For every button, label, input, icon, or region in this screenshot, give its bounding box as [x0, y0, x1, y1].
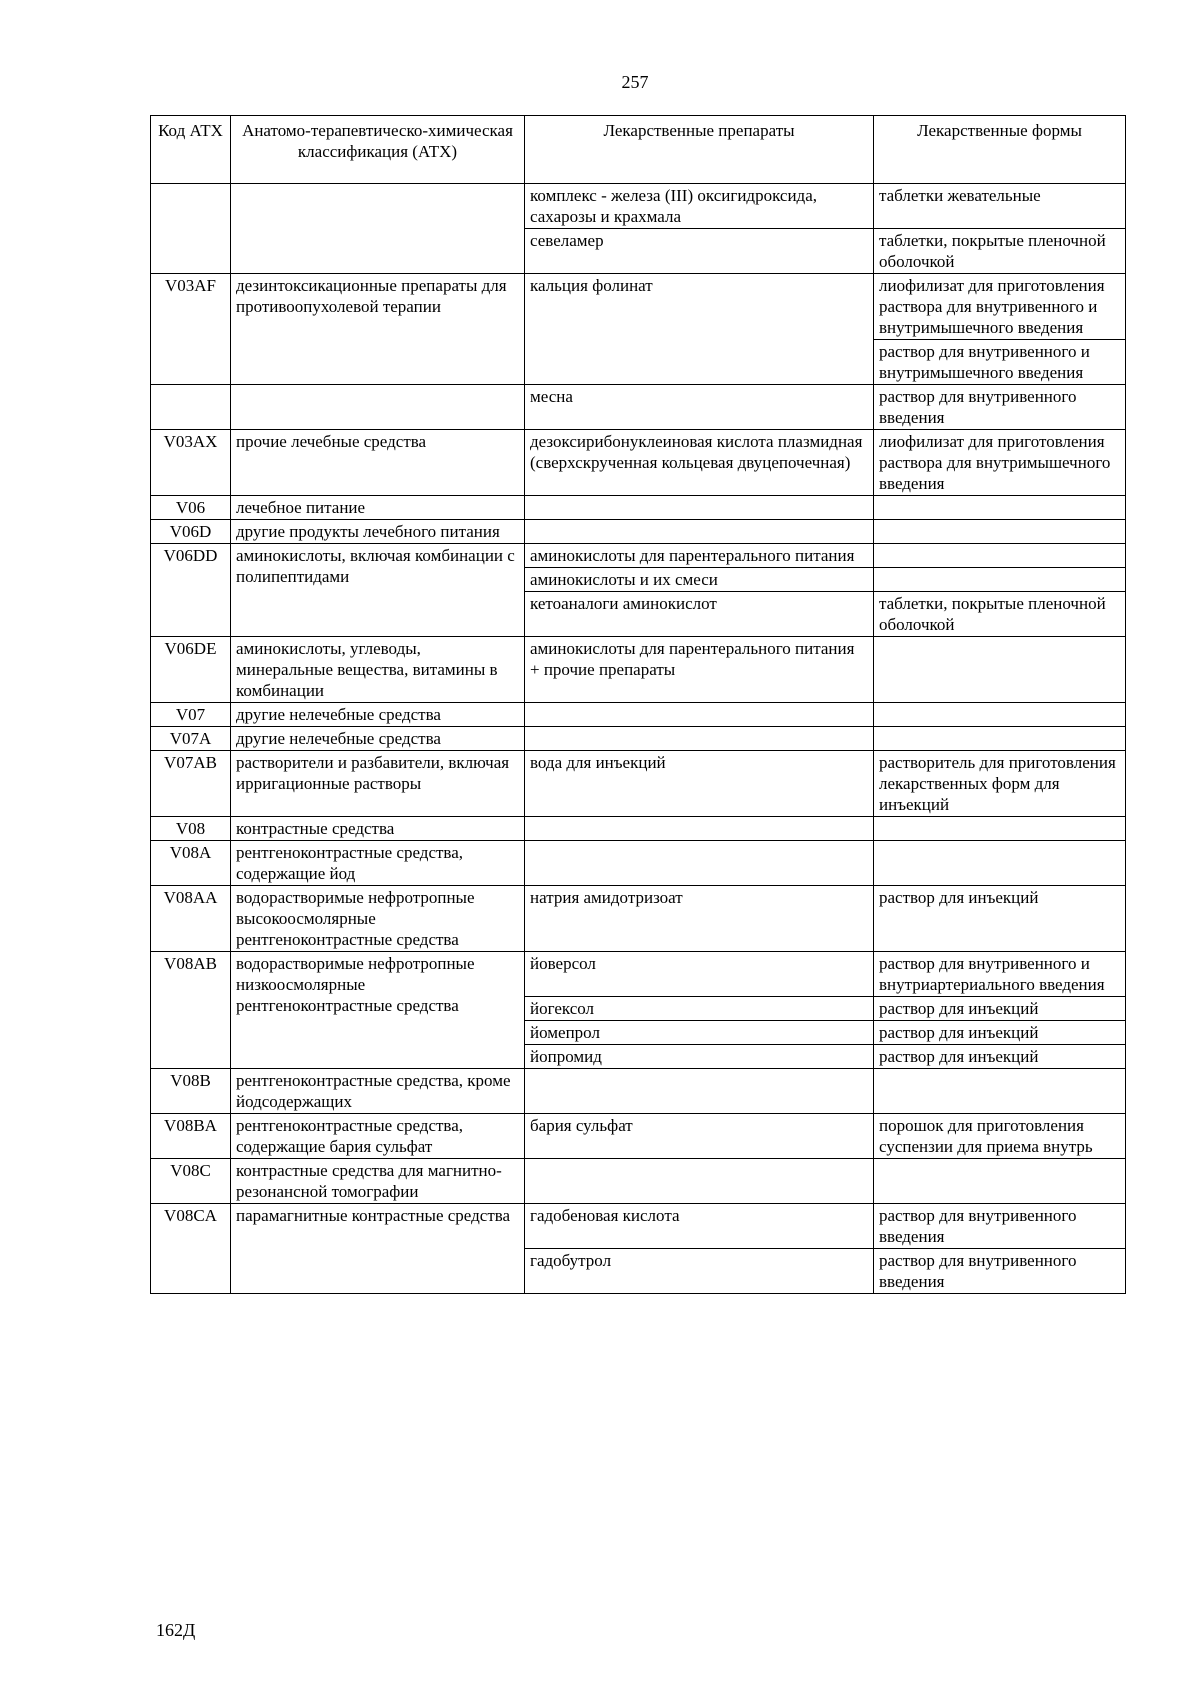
drug-cell: йогексол — [525, 997, 874, 1021]
drug-cell — [525, 496, 874, 520]
atx-code-cell: V06 — [151, 496, 231, 520]
classification-cell: растворители и разбавители, включая ирригационные растворы — [231, 751, 525, 817]
drug-cell: гадобутрол — [525, 1249, 874, 1294]
classification-cell: парамагнитные контрастные средства — [231, 1204, 525, 1294]
classification-cell: контрастные средства для магнитно-резонансной томографии — [231, 1159, 525, 1204]
atx-code-cell: V08AB — [151, 952, 231, 1069]
form-cell: раствор для внутривенного введения — [874, 385, 1126, 430]
form-cell: таблетки, покрытые пленочной оболочкой — [874, 229, 1126, 274]
classification-cell: водорастворимые нефротропные высокоосмолярные рентгеноконтрастные средства — [231, 886, 525, 952]
drug-cell: аминокислоты для парентерального питания — [525, 544, 874, 568]
table-row — [151, 1159, 1126, 1204]
form-cell: раствор для инъекций — [874, 997, 1126, 1021]
drug-cell: йоверсол — [525, 952, 874, 997]
classification-cell: дезинтоксикационные препараты для противоопухолевой терапии — [231, 274, 525, 385]
atx-code-cell: V03AF — [151, 274, 231, 385]
table-row — [151, 430, 1126, 496]
form-cell: раствор для внутривенного и внутримышечного введения — [874, 340, 1126, 385]
table-row — [151, 520, 1126, 544]
atx-code-cell: V08B — [151, 1069, 231, 1114]
classification-cell: рентгеноконтрастные средства, содержащие йод — [231, 841, 525, 886]
classification-cell: аминокислоты, включая комбинации с полипептидами — [231, 544, 525, 637]
document-footer-code: 162Д — [156, 1620, 196, 1640]
table-row — [151, 1069, 1126, 1114]
form-cell — [874, 1159, 1126, 1204]
atx-code-cell — [151, 385, 231, 430]
atx-code-cell: V06DE — [151, 637, 231, 703]
atx-code-cell — [151, 184, 231, 274]
table-header-row — [151, 116, 1126, 184]
form-cell — [874, 841, 1126, 886]
form-cell — [874, 817, 1126, 841]
drug-cell: севеламер — [525, 229, 874, 274]
drug-cell — [525, 727, 874, 751]
classification-cell: аминокислоты, углеводы, минеральные вещества, витамины в комбинации — [231, 637, 525, 703]
form-cell: лиофилизат для приготовления раствора для внутримышечного введения — [874, 430, 1126, 496]
drug-cell — [525, 817, 874, 841]
drug-cell — [525, 703, 874, 727]
page-number: 257 — [621, 72, 649, 92]
form-cell: раствор для инъекций — [874, 1021, 1126, 1045]
drug-cell: бария сульфат — [525, 1114, 874, 1159]
table-row — [151, 1114, 1126, 1159]
header-classification: Анатомо-терапевтическо-химическая классификация (АТХ) — [231, 116, 525, 184]
drug-cell — [525, 1159, 874, 1204]
table-row — [151, 727, 1126, 751]
form-cell — [874, 703, 1126, 727]
form-cell: растворитель для приготовления лекарственных форм для инъекций — [874, 751, 1126, 817]
form-cell: раствор для внутривенного введения — [874, 1249, 1126, 1294]
drug-cell: кетоаналоги аминокислот — [525, 592, 874, 637]
form-cell — [874, 496, 1126, 520]
table-row — [151, 952, 1126, 997]
atx-code-cell: V08CA — [151, 1204, 231, 1294]
atx-code-cell: V08 — [151, 817, 231, 841]
table-row — [151, 496, 1126, 520]
atx-code-cell: V08BA — [151, 1114, 231, 1159]
atx-code-cell: V06DD — [151, 544, 231, 637]
classification-cell: прочие лечебные средства — [231, 430, 525, 496]
atx-table — [150, 115, 1126, 1294]
form-cell: таблетки, покрытые пленочной оболочкой — [874, 592, 1126, 637]
drug-cell — [525, 1069, 874, 1114]
drug-cell: дезоксирибонуклеиновая кислота плазмидная (сверхскрученная кольцевая двуцепочечная) — [525, 430, 874, 496]
drug-cell: комплекс - железа (III) оксигидроксида, сахарозы и крахмала — [525, 184, 874, 229]
atx-code-cell: V08AA — [151, 886, 231, 952]
table-row — [151, 1204, 1126, 1249]
form-cell — [874, 1069, 1126, 1114]
table-row — [151, 751, 1126, 817]
atx-code-cell: V07AB — [151, 751, 231, 817]
atx-code-cell: V06D — [151, 520, 231, 544]
table-row — [151, 886, 1126, 952]
form-cell: раствор для инъекций — [874, 1045, 1126, 1069]
table-row — [151, 274, 1126, 340]
form-cell: лиофилизат для приготовления раствора для внутривенного и внутримышечного введения — [874, 274, 1126, 340]
header-forms: Лекарственные формы — [874, 116, 1126, 184]
drug-cell: аминокислоты для парентерального питания + прочие препараты — [525, 637, 874, 703]
form-cell: раствор для внутривенного и внутриартериального введения — [874, 952, 1126, 997]
table-row — [151, 703, 1126, 727]
classification-cell — [231, 385, 525, 430]
classification-cell: другие нелечебные средства — [231, 727, 525, 751]
table-row — [151, 637, 1126, 703]
drug-cell: вода для инъекций — [525, 751, 874, 817]
drug-cell — [525, 520, 874, 544]
atx-code-cell: V03AX — [151, 430, 231, 496]
form-cell — [874, 520, 1126, 544]
classification-cell — [231, 184, 525, 274]
atx-code-cell: V07 — [151, 703, 231, 727]
classification-cell: водорастворимые нефротропные низкоосмолярные рентгеноконтрастные средства — [231, 952, 525, 1069]
drug-cell: йопромид — [525, 1045, 874, 1069]
classification-cell: другие нелечебные средства — [231, 703, 525, 727]
header-code: Код АТХ — [151, 116, 231, 184]
drug-cell: месна — [525, 385, 874, 430]
table-row — [151, 544, 1126, 568]
drug-cell: кальция фолинат — [525, 274, 874, 385]
classification-cell: другие продукты лечебного питания — [231, 520, 525, 544]
table-row — [151, 385, 1126, 430]
table-row — [151, 841, 1126, 886]
form-cell: порошок для приготовления суспензии для приема внутрь — [874, 1114, 1126, 1159]
form-cell: раствор для инъекций — [874, 886, 1126, 952]
classification-cell: контрастные средства — [231, 817, 525, 841]
form-cell: таблетки жевательные — [874, 184, 1126, 229]
classification-cell: рентгеноконтрастные средства, содержащие бария сульфат — [231, 1114, 525, 1159]
atx-code-cell: V07A — [151, 727, 231, 751]
classification-cell: лечебное питание — [231, 496, 525, 520]
atx-code-cell: V08C — [151, 1159, 231, 1204]
drug-cell: йомепрол — [525, 1021, 874, 1045]
drug-cell — [525, 841, 874, 886]
drug-cell: гадобеновая кислота — [525, 1204, 874, 1249]
table-row — [151, 817, 1126, 841]
form-cell — [874, 727, 1126, 751]
table-row — [151, 184, 1126, 229]
atx-code-cell: V08A — [151, 841, 231, 886]
form-cell — [874, 544, 1126, 568]
drug-cell: аминокислоты и их смеси — [525, 568, 874, 592]
form-cell — [874, 637, 1126, 703]
drug-cell: натрия амидотризоат — [525, 886, 874, 952]
header-drugs: Лекарственные препараты — [525, 116, 874, 184]
form-cell: раствор для внутривенного введения — [874, 1204, 1126, 1249]
classification-cell: рентгеноконтрастные средства, кроме йодсодержащих — [231, 1069, 525, 1114]
form-cell — [874, 568, 1126, 592]
